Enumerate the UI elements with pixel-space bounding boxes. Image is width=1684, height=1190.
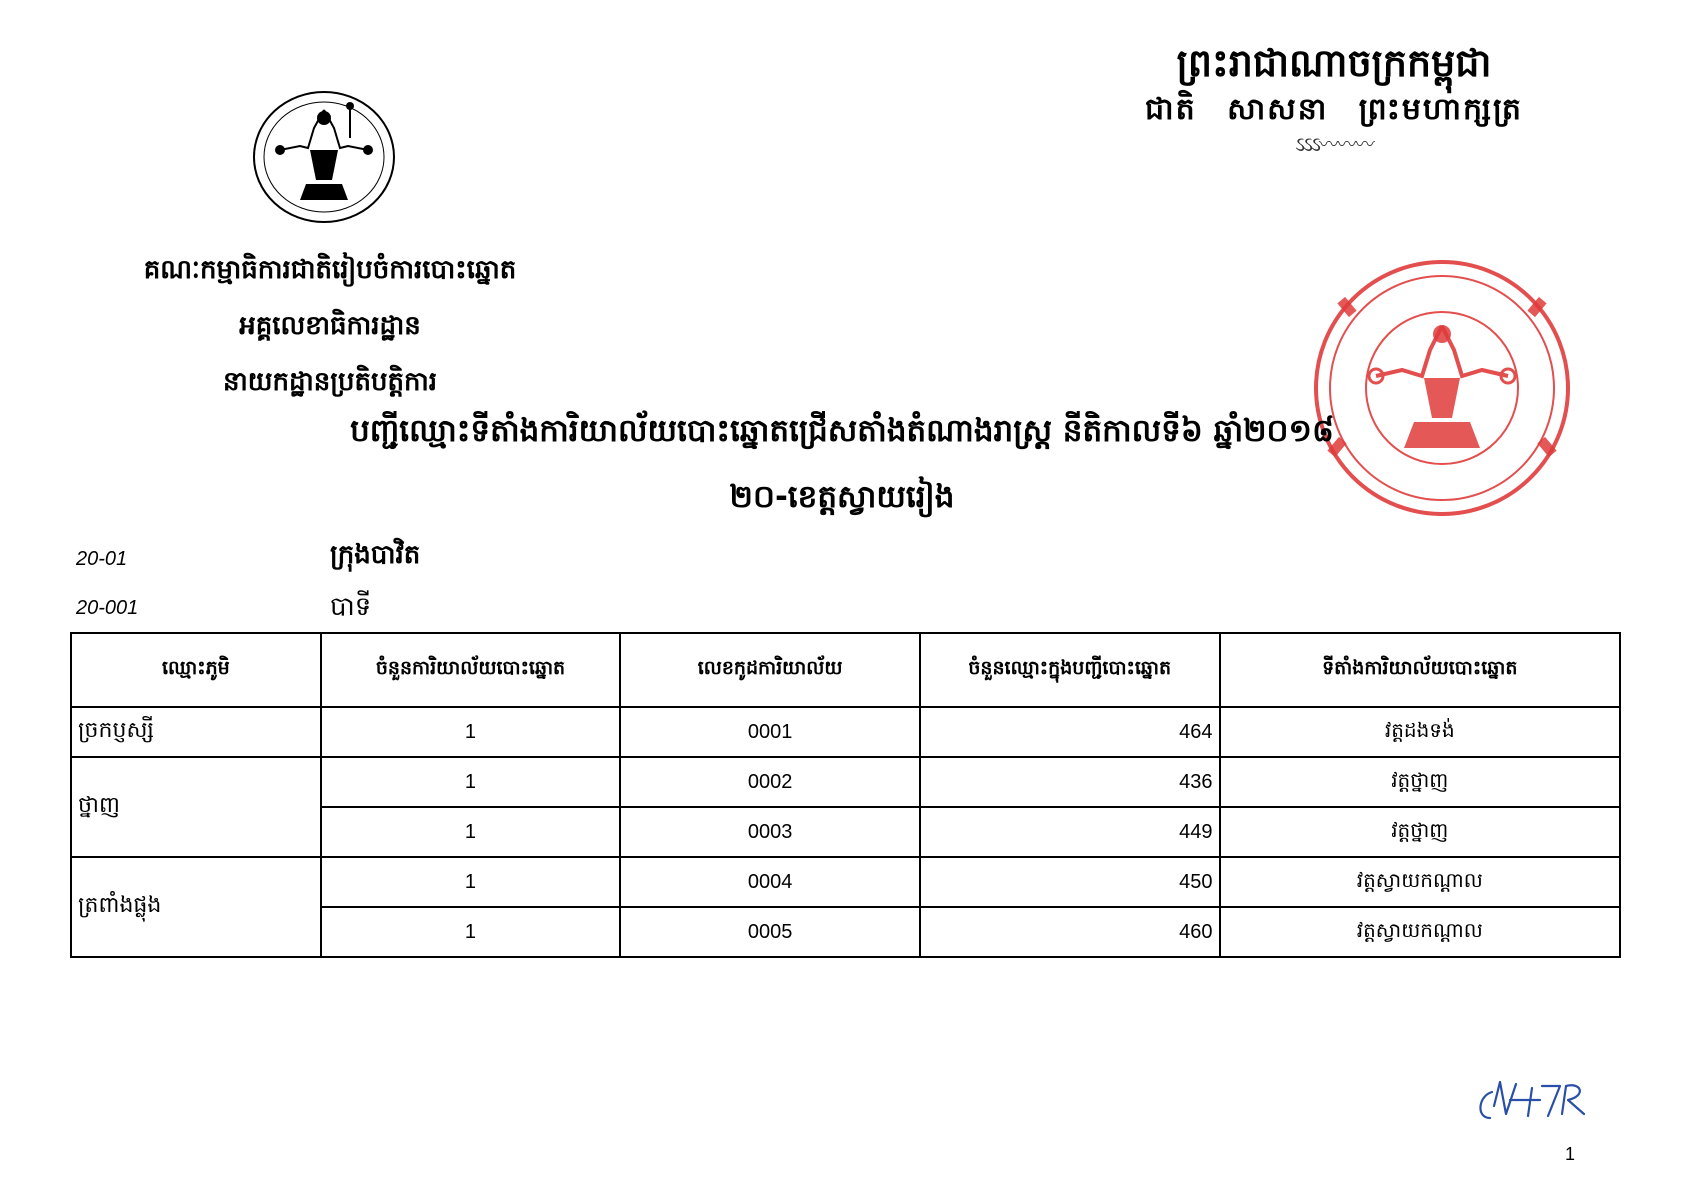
org-name: គណៈកម្មាធិការជាតិរៀបចំការបោះឆ្នោត: [143, 255, 517, 285]
station-code: 0003: [620, 807, 920, 857]
organization-block: [80, 242, 580, 410]
table-row: [71, 857, 1620, 907]
kingdom-header: [1124, 38, 1544, 156]
nec-logo: [250, 88, 398, 226]
station-count: 1: [321, 857, 621, 907]
header-station-count: ចំនួនការិយាល័យបោះឆ្នោត: [321, 633, 621, 707]
station-count: 1: [321, 907, 621, 957]
station-code: 0004: [620, 857, 920, 907]
header-station-code: លេខកូដការិយាល័យ: [620, 633, 920, 707]
district-code: 20-01: [76, 548, 128, 570]
station-code: 0001: [620, 707, 920, 757]
header-voter-count: ចំនួនឈ្មោះក្នុងបញ្ជីបោះឆ្នោត: [920, 633, 1220, 707]
table-row: [71, 757, 1620, 807]
voter-count: 450: [920, 857, 1220, 907]
ornament-divider: ઽઽઽ〰〰〰: [1295, 132, 1373, 156]
district-name: ក្រុងបាវិត: [330, 540, 421, 570]
station-location: វត្តដងទង់: [1220, 707, 1620, 757]
voter-count: 464: [920, 707, 1220, 757]
station-location: វត្តស្វាយកណ្តាល: [1220, 907, 1620, 957]
voter-count: 436: [920, 757, 1220, 807]
page-number: 1: [1565, 1144, 1576, 1164]
village-name: ថ្នាញ: [71, 757, 321, 857]
header-village: ឈ្មោះភូមិ: [71, 633, 321, 707]
header-station-location: ទីតាំងការិយាល័យបោះឆ្នោត: [1220, 633, 1620, 707]
station-location: វត្តថ្នាញ: [1220, 757, 1620, 807]
signature: [1470, 1070, 1620, 1130]
document-title: បញ្ជីឈ្មោះទីតាំងការិយាល័យបោះឆ្នោតជ្រើសតាំងតំណាងរាស្ត្រ នីតិកាលទី៦ ឆ្នាំ២០១៨: [350, 413, 1334, 449]
table-row: [71, 707, 1620, 757]
station-code: 0002: [620, 757, 920, 807]
station-location: វត្តស្វាយកណ្តាល: [1220, 857, 1620, 907]
station-count: 1: [321, 707, 621, 757]
voter-count: 449: [920, 807, 1220, 857]
commune-code: 20-001: [76, 597, 139, 619]
voter-count: 460: [920, 907, 1220, 957]
station-location: វត្តថ្នាញ: [1220, 807, 1620, 857]
station-count: 1: [321, 807, 621, 857]
station-count: 1: [321, 757, 621, 807]
station-code: 0005: [620, 907, 920, 957]
org-secretariat: អគ្គលេខាធិការដ្ឋាន: [239, 311, 421, 341]
polling-stations-table: [70, 632, 1621, 958]
province-title: ២០-ខេត្តស្វាយរៀង: [729, 479, 955, 515]
village-name: ត្រពាំងផ្លុង: [71, 857, 321, 957]
national-motto: ជាតិ សាសនា ព្រះមហាក្សត្រ: [1145, 92, 1523, 127]
table-header-row: [71, 633, 1620, 707]
kingdom-title: ព្រះរាជាណាចក្រកម្ពុជា: [1176, 41, 1492, 85]
org-department: នាយកដ្ឋានប្រតិបត្តិការ: [222, 367, 438, 397]
village-name: ច្រកប្ញស្សី: [71, 707, 321, 757]
commune-name: បាទី: [330, 592, 372, 622]
